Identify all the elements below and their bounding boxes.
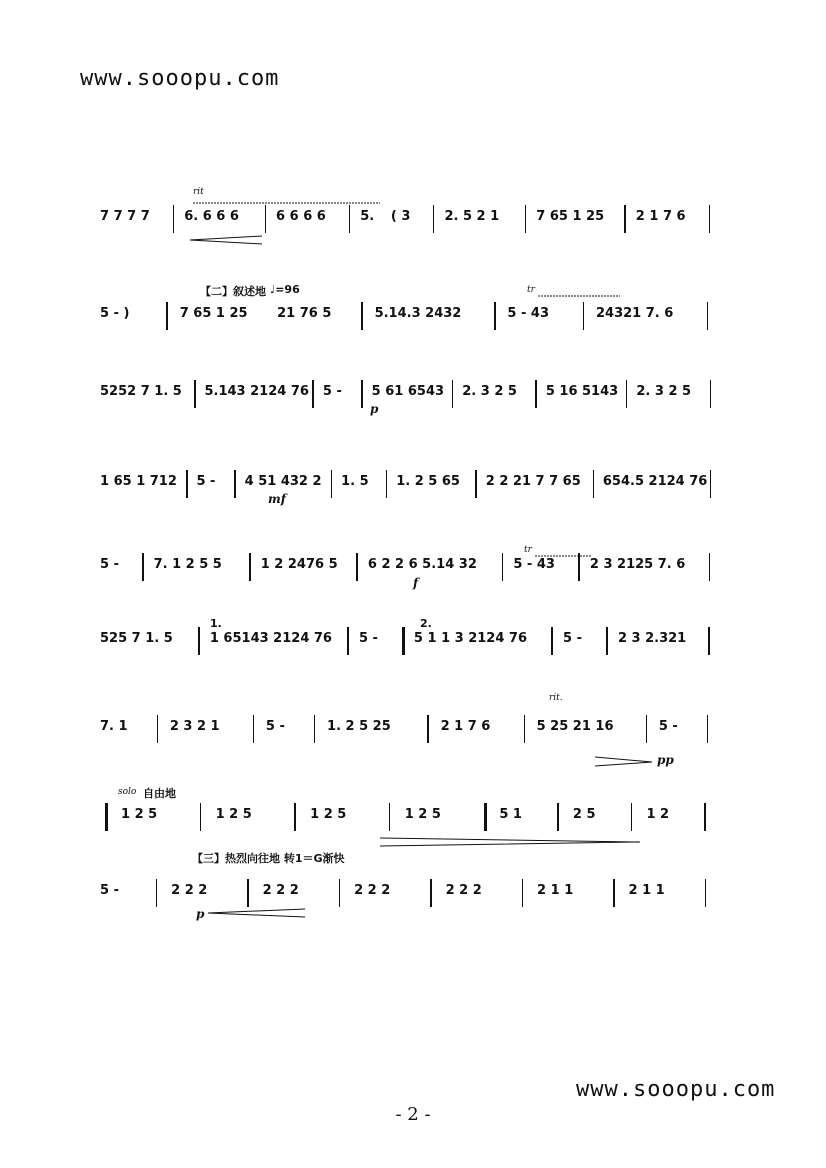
note-group: 2 5 <box>572 807 596 822</box>
note-group: 1 2 5 <box>310 807 347 822</box>
note-group: 5 - <box>322 384 342 399</box>
note-group: ( 3 <box>390 209 411 224</box>
note-group: 2 2 2 <box>262 883 299 898</box>
note-group: 2 1 1 <box>628 883 665 898</box>
note-group: 1 2 2476 5 <box>260 557 338 572</box>
dynamic-pp: pp <box>657 753 674 767</box>
note-group: 1 2 5 <box>404 807 441 822</box>
note-group: 5 1 <box>499 807 522 822</box>
note-group: 5 25 21 16 <box>536 719 614 734</box>
note-group: 2. 3 2 5 <box>462 384 517 399</box>
note-group: 5 - <box>658 719 678 734</box>
dynamic-p: p <box>370 402 379 416</box>
note-group: 5 - <box>358 631 378 646</box>
note-group: 5. <box>360 209 375 224</box>
note-group: 24321 7. 6 <box>596 306 674 321</box>
trill-marking-2: tr <box>524 545 532 555</box>
watermark-bottom: www.sooopu.com <box>576 1077 776 1102</box>
note-group: 21 76 5 <box>277 306 332 321</box>
note-group: 6 6 6 6 <box>276 209 326 224</box>
note-group: 2. 5 2 1 <box>444 209 500 224</box>
note-group: 4 51 432 2 <box>244 474 322 489</box>
note-group: 7. 1 2 5 5 <box>153 557 222 572</box>
note-group: 2 3 2.321 <box>617 631 687 646</box>
note-group: 5 - <box>196 474 216 489</box>
note-group: 2 2 2 <box>445 883 482 898</box>
note-group: 1 65 1 712 <box>100 474 177 489</box>
dynamic-p-2: p <box>196 907 205 921</box>
tempo-marking: ♩=96 <box>270 283 300 296</box>
note-group: 5 - <box>100 883 119 898</box>
note-group: 5 1 1 3 2124 76 <box>413 631 528 646</box>
page-number: - 2 - <box>395 1104 431 1125</box>
note-group: 5 61 6543 <box>371 384 445 399</box>
note-group: 2 1 1 <box>537 883 574 898</box>
note-group: 525 7 1. 5 <box>100 631 173 646</box>
free-tempo-marking: 自由地 <box>143 787 176 800</box>
rit-marking-2: rit. <box>549 693 563 703</box>
note-group: 7. 1 <box>100 719 128 734</box>
note-group: 1 65143 2124 76 <box>209 631 332 646</box>
trill-marking: tr <box>527 285 535 295</box>
note-group: 5 - <box>563 631 582 646</box>
note-group: 5 16 5143 <box>545 384 619 399</box>
note-group: 2 2 21 7 7 65 <box>485 474 581 489</box>
note-group: 6. 6 6 6 <box>184 209 239 224</box>
note-group: 2 1 7 6 <box>635 209 686 224</box>
dynamic-f: f <box>413 576 419 590</box>
note-group: 5252 7 1. 5 <box>100 384 182 399</box>
note-group: 1 2 5 <box>121 807 158 822</box>
note-group: 1 2 <box>646 807 670 822</box>
rit-marking: rit <box>193 187 204 197</box>
note-group: 6 2 2 6 5.14 32 <box>367 557 477 572</box>
note-group: 5 - 43 <box>513 557 555 572</box>
solo-marking: solo <box>118 787 137 797</box>
note-group: 7 65 1 25 <box>536 209 605 224</box>
note-group: 5.143 2124 76 <box>204 384 309 399</box>
note-group: 2 2 2 <box>171 883 208 898</box>
note-group: 654.5 2124 76 <box>602 474 708 489</box>
note-group: 7 7 7 7 <box>100 209 150 224</box>
dynamic-mf: mf <box>268 492 286 506</box>
note-group: 7 65 1 25 <box>179 306 248 321</box>
note-group: 5 - 43 <box>507 306 550 321</box>
note-group: 2 3 2125 7. 6 <box>589 557 686 572</box>
note-group: 1 2 5 <box>215 807 252 822</box>
volta-2: 2. <box>420 617 432 630</box>
note-group: 2. 3 2 5 <box>636 384 692 399</box>
section-2-heading: 【二】叙述地 <box>200 285 266 298</box>
note-group: 5.14.3 2432 <box>374 306 462 321</box>
note-group: 1. 5 <box>341 474 369 489</box>
note-group: 2 1 7 6 <box>440 719 491 734</box>
note-group: 1. 2 5 65 <box>396 474 460 489</box>
note-group: 2 2 2 <box>354 883 391 898</box>
volta-1: 1. <box>210 617 222 630</box>
note-group: 5 - <box>265 719 285 734</box>
note-group: 1. 2 5 25 <box>327 719 391 734</box>
watermark-top: www.sooopu.com <box>80 66 280 91</box>
note-group: 2 3 2 1 <box>169 719 220 734</box>
note-group: 5 - <box>100 557 119 572</box>
section-3-heading: 【三】热烈向往地 转1＝G渐快 <box>192 852 345 865</box>
note-group: 5 - ) <box>100 306 130 321</box>
